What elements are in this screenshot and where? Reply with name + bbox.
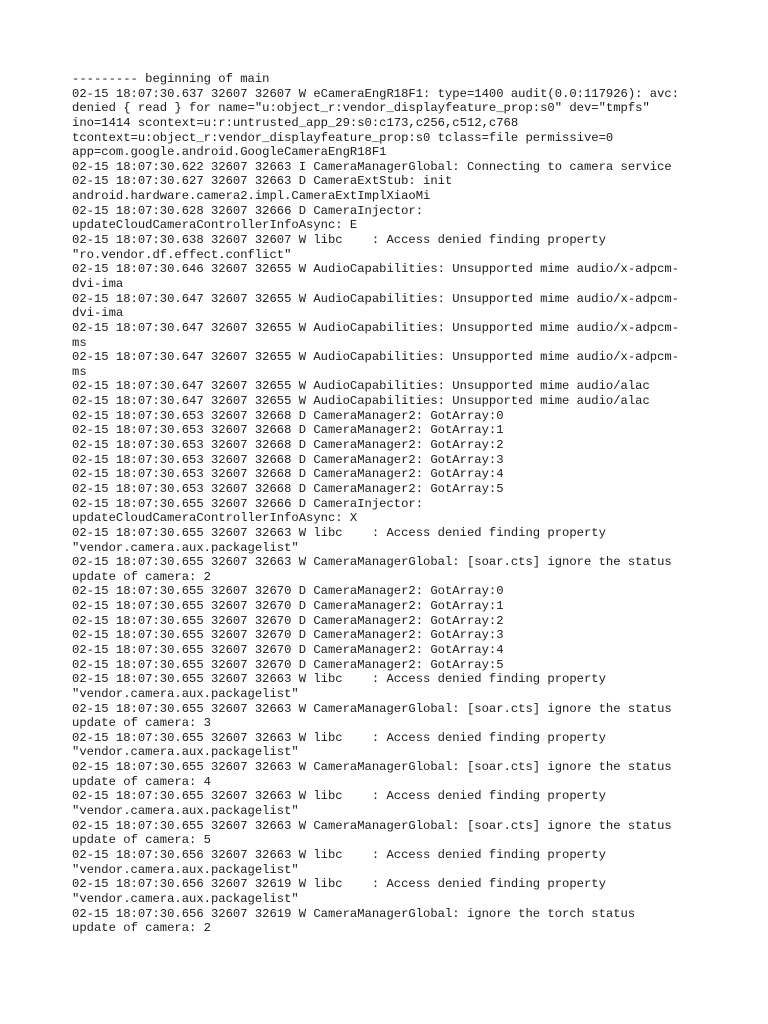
log-line: 02-15 18:07:30.647 32607 32655 W AudioCapabilities: Unsupported mime audio/x-adpcm-	[72, 320, 680, 335]
log-line: 02-15 18:07:30.655 32607 32670 D CameraManager2: GotArray:3	[72, 628, 504, 643]
log-line: 02-15 18:07:30.655 32607 32663 W libc : Access denied finding property	[72, 672, 606, 687]
log-line: 02-15 18:07:30.656 32607 32619 W libc : Access denied finding property	[72, 877, 606, 892]
log-line: denied { read } for name="u:object_r:vendor_displayfeature_prop:s0" dev="tmpfs"	[72, 101, 650, 116]
log-line: 02-15 18:07:30.653 32607 32668 D CameraManager2: GotArray:1	[72, 423, 504, 438]
log-line: 02-15 18:07:30.656 32607 32663 W libc : Access denied finding property	[72, 847, 606, 862]
log-line: 02-15 18:07:30.653 32607 32668 D CameraManager2: GotArray:4	[72, 467, 504, 482]
log-line: 02-15 18:07:30.646 32607 32655 W AudioCapabilities: Unsupported mime audio/x-adpcm-	[72, 262, 680, 277]
log-line: "ro.vendor.df.effect.conflict"	[72, 247, 292, 262]
log-line: "vendor.camera.aux.packagelist"	[72, 862, 299, 877]
log-line: update of camera: 4	[72, 774, 211, 789]
log-line: 02-15 18:07:30.655 32607 32670 D CameraManager2: GotArray:5	[72, 657, 504, 672]
log-line: 02-15 18:07:30.647 32607 32655 W AudioCapabilities: Unsupported mime audio/x-adpcm-	[72, 291, 680, 306]
log-line: update of camera: 3	[72, 716, 211, 731]
log-document	[72, 72, 712, 936]
log-line: "vendor.camera.aux.packagelist"	[72, 745, 299, 760]
log-line: 02-15 18:07:30.655 32607 32666 D CameraInjector:	[72, 496, 424, 511]
log-line: 02-15 18:07:30.655 32607 32670 D CameraManager2: GotArray:2	[72, 613, 504, 628]
log-line: update of camera: 5	[72, 833, 211, 848]
log-line: 02-15 18:07:30.653 32607 32668 D CameraManager2: GotArray:5	[72, 481, 504, 496]
log-line: 02-15 18:07:30.655 32607 32663 W CameraManagerGlobal: [soar.cts] ignore the status	[72, 555, 672, 570]
log-line: dvi-ima	[72, 306, 124, 321]
log-line: 02-15 18:07:30.647 32607 32655 W AudioCapabilities: Unsupported mime audio/alac	[72, 394, 650, 409]
log-line: 02-15 18:07:30.628 32607 32666 D CameraInjector:	[72, 203, 424, 218]
log-line: android.hardware.camera2.impl.CameraExtImplXiaoMi	[72, 189, 431, 204]
log-line: 02-15 18:07:30.655 32607 32663 W libc : Access denied finding property	[72, 525, 606, 540]
log-line: 02-15 18:07:30.655 32607 32663 W CameraManagerGlobal: [soar.cts] ignore the status	[72, 818, 672, 833]
log-line: 02-15 18:07:30.655 32607 32663 W CameraManagerGlobal: [soar.cts] ignore the status	[72, 760, 672, 775]
log-line: tcontext=u:object_r:vendor_displayfeature_prop:s0 tclass=file permissive=0	[72, 130, 614, 145]
log-line: 02-15 18:07:30.655 32607 32663 W libc : Access denied finding property	[72, 730, 606, 745]
log-line: app=com.google.android.GoogleCameraEngR18F1	[72, 145, 387, 160]
log-line: updateCloudCameraControllerInfoAsync: X	[72, 511, 358, 526]
log-line: "vendor.camera.aux.packagelist"	[72, 804, 299, 819]
log-line: 02-15 18:07:30.637 32607 32607 W eCameraEngR18F1: type=1400 audit(0.0:117926): avc:	[72, 86, 680, 101]
log-line: 02-15 18:07:30.647 32607 32655 W AudioCapabilities: Unsupported mime audio/x-adpcm-	[72, 350, 680, 365]
log-line: ms	[72, 335, 87, 350]
log-line: 02-15 18:07:30.653 32607 32668 D CameraManager2: GotArray:2	[72, 438, 504, 453]
log-line: 02-15 18:07:30.653 32607 32668 D CameraManager2: GotArray:3	[72, 452, 504, 467]
log-line: "vendor.camera.aux.packagelist"	[72, 686, 299, 701]
log-line: 02-15 18:07:30.627 32607 32663 D CameraExtStub: init	[72, 174, 453, 189]
log-line: 02-15 18:07:30.656 32607 32619 W CameraManagerGlobal: ignore the torch status	[72, 906, 636, 921]
log-line: 02-15 18:07:30.655 32607 32663 W CameraManagerGlobal: [soar.cts] ignore the status	[72, 701, 672, 716]
log-line: 02-15 18:07:30.647 32607 32655 W AudioCapabilities: Unsupported mime audio/alac	[72, 379, 650, 394]
log-line: --------- beginning of main	[72, 72, 270, 86]
log-line: updateCloudCameraControllerInfoAsync: E	[72, 218, 358, 233]
log-line: update of camera: 2	[72, 921, 211, 936]
log-line: ino=1414 scontext=u:r:untrusted_app_29:s0:c173,c256,c512,c768	[72, 115, 519, 130]
log-line: 02-15 18:07:30.653 32607 32668 D CameraManager2: GotArray:0	[72, 408, 504, 423]
log-line: 02-15 18:07:30.655 32607 32670 D CameraManager2: GotArray:1	[72, 599, 504, 614]
log-line: 02-15 18:07:30.655 32607 32663 W libc : Access denied finding property	[72, 789, 606, 804]
log-line: 02-15 18:07:30.655 32607 32670 D CameraManager2: GotArray:0	[72, 584, 504, 599]
log-line: "vendor.camera.aux.packagelist"	[72, 891, 299, 906]
log-line: ms	[72, 364, 87, 379]
log-line: update of camera: 2	[72, 569, 211, 584]
log-line: 02-15 18:07:30.638 32607 32607 W libc : Access denied finding property	[72, 233, 606, 248]
log-line: dvi-ima	[72, 276, 124, 291]
log-line: "vendor.camera.aux.packagelist"	[72, 540, 299, 555]
log-line: 02-15 18:07:30.655 32607 32670 D CameraManager2: GotArray:4	[72, 642, 504, 657]
log-line: 02-15 18:07:30.622 32607 32663 I CameraManagerGlobal: Connecting to camera service	[72, 159, 672, 174]
